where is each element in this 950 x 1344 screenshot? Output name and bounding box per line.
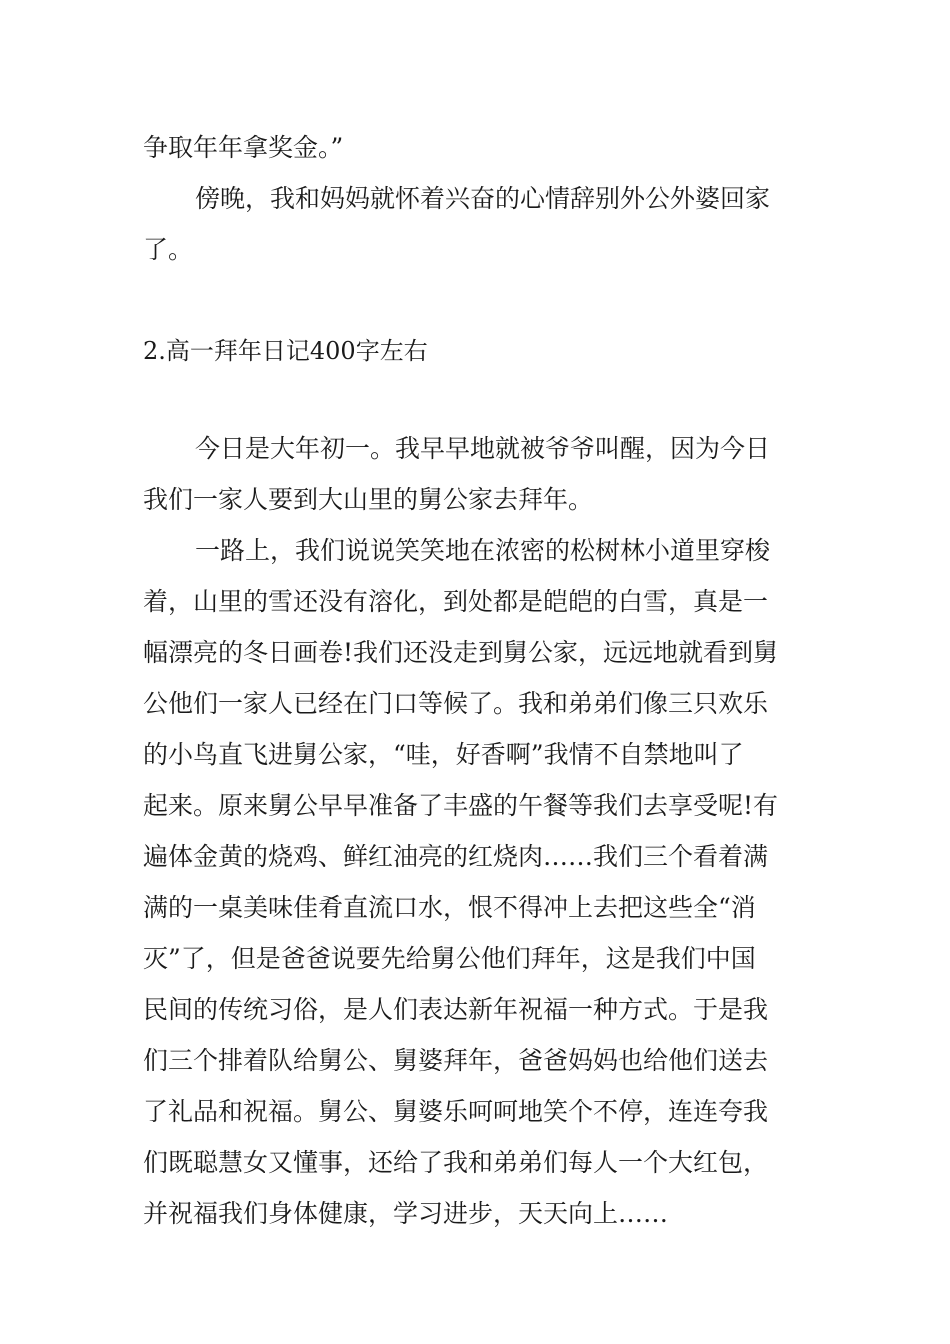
text-line: 起来。原来舅公早早准备了丰盛的午餐等我们去享受呢!有 <box>143 791 779 820</box>
text-line: 了礼品和祝福。舅公、舅婆乐呵呵地笑个不停，连连夸我 <box>143 1097 769 1126</box>
text-line: 公他们一家人已经在门口等候了。我和弟弟们像三只欢乐 <box>143 689 769 718</box>
text-line: 们三个排着队给舅公、舅婆拜年，爸爸妈妈也给他们送去 <box>143 1046 769 1075</box>
text-line: 的小鸟直飞进舅公家，“哇，好香啊”我情不自禁地叫了 <box>143 740 744 769</box>
text-line: 们既聪慧女又懂事，还给了我和弟弟们每人一个大红包， <box>143 1148 769 1177</box>
text-line: 争取年年拿奖金。” <box>143 133 344 162</box>
text-line: 民间的传统习俗，是人们表达新年祝福一种方式。于是我 <box>143 995 769 1024</box>
text-line: 傍晚，我和妈妈就怀着兴奋的心情辞别外公外婆回家 <box>195 184 771 213</box>
text-line: 我们一家人要到大山里的舅公家去拜年。 <box>143 485 594 514</box>
text-line: 今日是大年初一。我早早地就被爷爷叫醒，因为今日 <box>195 434 771 463</box>
text-line: 幅漂亮的冬日画卷!我们还没走到舅公家，远远地就看到舅 <box>143 638 779 667</box>
text-line: 一路上，我们说说笑笑地在浓密的松树林小道里穿梭 <box>195 536 771 565</box>
text-line: 着，山里的雪还没有溶化，到处都是皑皑的白雪，真是一 <box>143 587 769 616</box>
text-line: 满的一桌美味佳肴直流口水，恨不得冲上去把这些全“消 <box>143 893 756 922</box>
text-line: 并祝福我们身体健康，学习进步，天天向上…… <box>143 1199 669 1228</box>
text-line: 灭”了，但是爸爸说要先给舅公他们拜年，这是我们中国 <box>143 944 756 973</box>
section-heading: 2.高一拜年日记400字左右 <box>143 337 428 365</box>
text-line: 了。 <box>143 235 194 264</box>
text-line: 遍体金黄的烧鸡、鲜红油亮的红烧肉……我们三个看着满 <box>143 842 769 871</box>
